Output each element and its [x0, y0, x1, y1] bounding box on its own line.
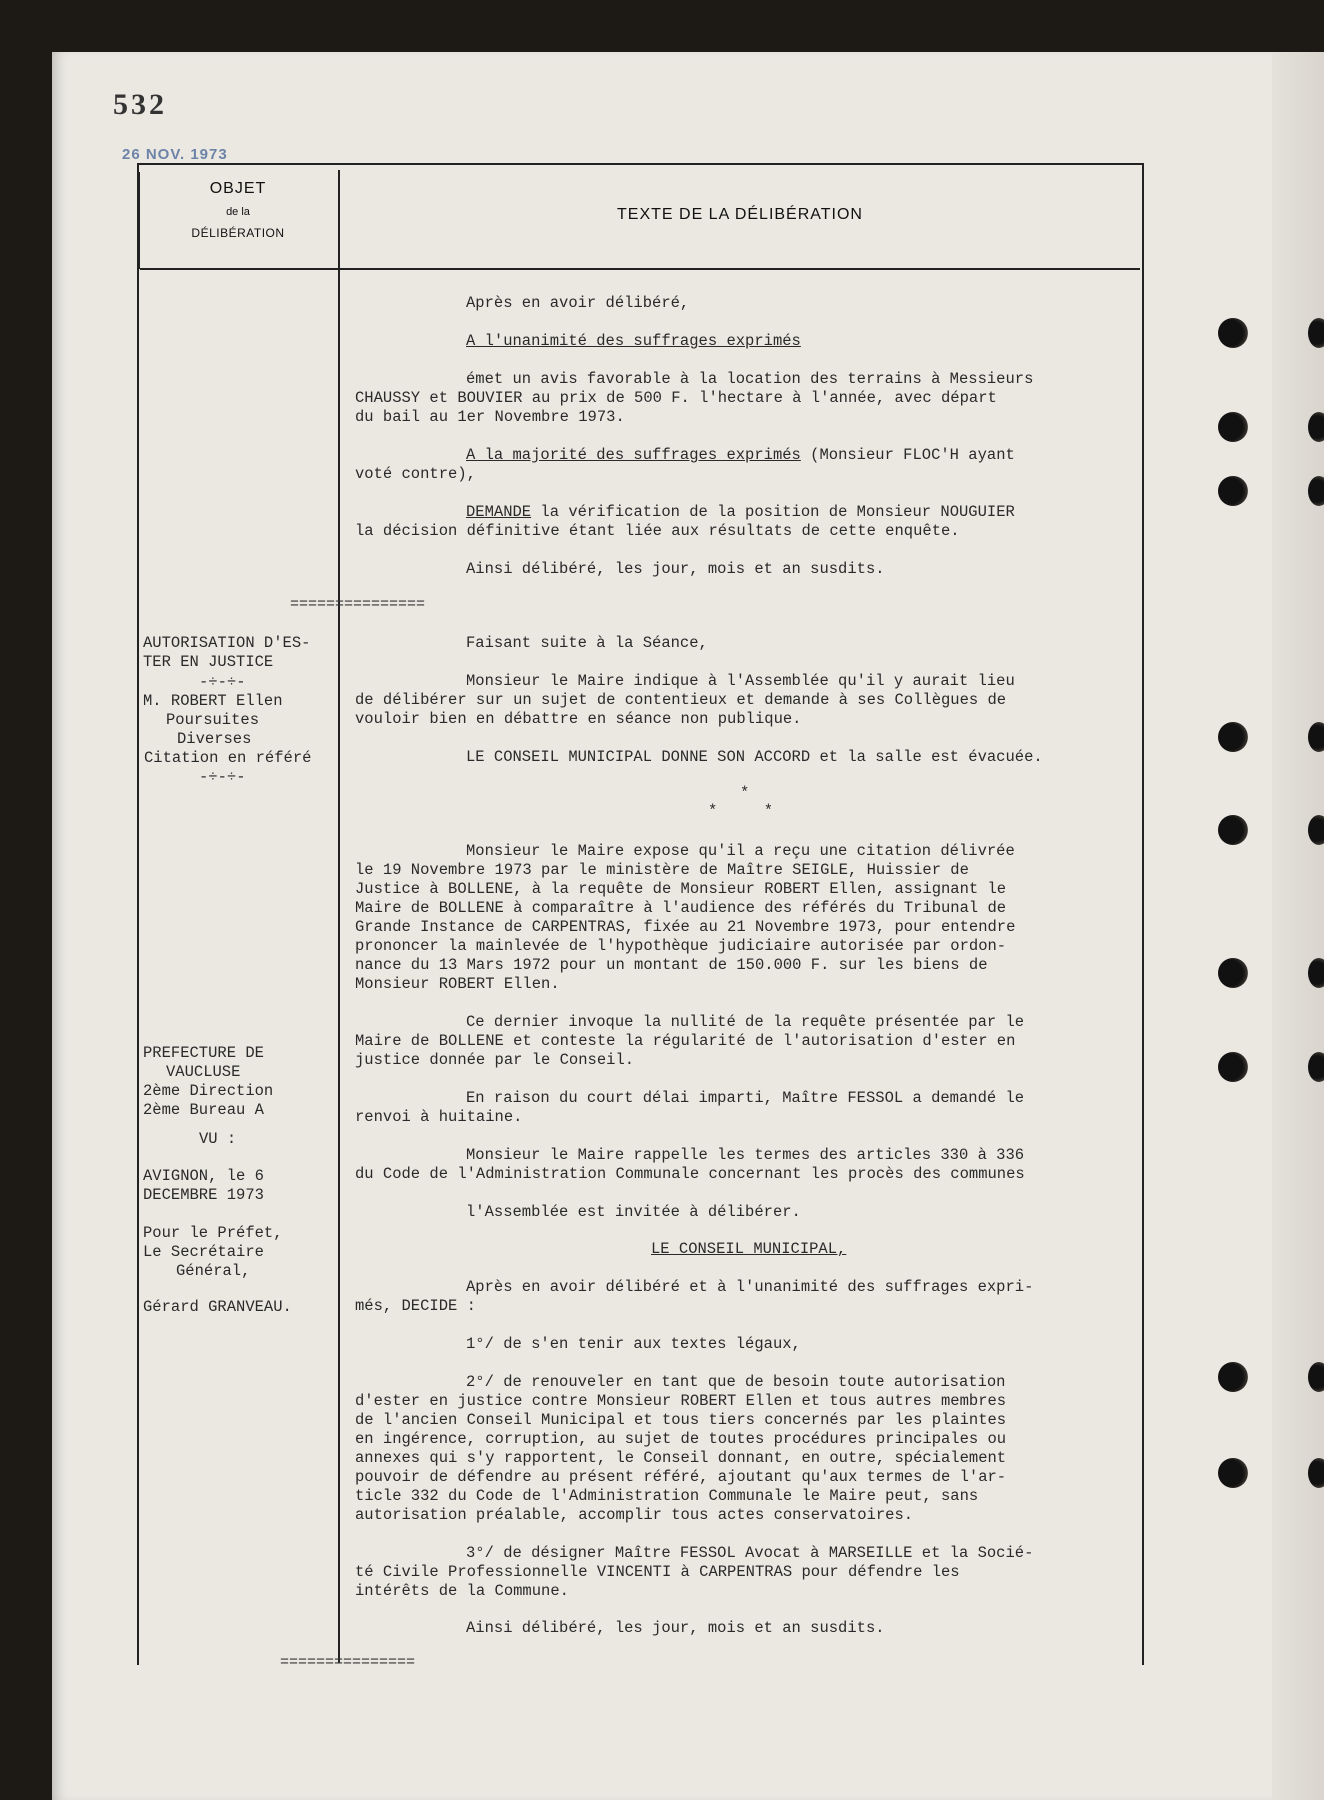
prefecture-line: PREFECTURE DE	[143, 1044, 264, 1062]
signature-line: Le Secrétaire	[143, 1243, 264, 1261]
prefecture-line: 2ème Direction	[143, 1082, 274, 1100]
text-line: més, DECIDE :	[355, 1297, 476, 1315]
punch-hole-icon	[1308, 958, 1324, 988]
date-stamp: 26 NOV. 1973	[122, 146, 228, 163]
text-line: émet un avis favorable à la location des terrains à Messieurs	[466, 370, 1034, 388]
punch-hole-icon	[1218, 1052, 1248, 1082]
text-line: l'Assemblée est invitée à délibérer.	[466, 1203, 801, 1221]
punch-hole-icon	[1218, 1362, 1248, 1392]
text-line: Après en avoir délibéré,	[466, 294, 690, 312]
text-line: LE CONSEIL MUNICIPAL,	[651, 1240, 847, 1258]
text-line: Monsieur ROBERT Ellen.	[355, 975, 560, 993]
text-rest: la vérification de la position de Monsieur NOUGUIER	[531, 503, 1015, 521]
objet-line: Diverses	[177, 730, 252, 748]
section-separator: ===============	[290, 596, 426, 613]
punch-hole-icon	[1308, 1458, 1324, 1488]
text-line: renvoi à huitaine.	[355, 1108, 523, 1126]
signature-line: Pour le Préfet,	[143, 1224, 283, 1242]
text-line: Après en avoir délibéré et à l'unanimité des suffrages expri-	[466, 1278, 1034, 1296]
text-line: Ainsi délibéré, les jour, mois et an susdits.	[466, 560, 885, 578]
punch-hole-icon	[1218, 412, 1248, 442]
header-divider	[140, 268, 1140, 270]
text-line: Monsieur le Maire expose qu'il a reçu une citation délivrée	[466, 842, 1015, 860]
objet-line: M. ROBERT Ellen	[143, 692, 283, 710]
text-line: 1°/ de s'en tenir aux textes légaux,	[466, 1335, 801, 1353]
punch-hole-icon	[1218, 722, 1248, 752]
text-line: CHAUSSY et BOUVIER au prix de 500 F. l'hectare à l'année, avec départ	[355, 389, 997, 407]
punch-hole-icon	[1218, 318, 1248, 348]
underlined-text: DEMANDE	[466, 503, 532, 521]
objet-subtitle: de la	[226, 206, 250, 218]
signature-line: Général,	[176, 1262, 251, 1280]
text-line: annexes qui s'y rapportent, le Conseil donnant, en outre, spécialement	[355, 1449, 1007, 1467]
text-line	[466, 503, 1015, 522]
text-line: la décision définitive étant liée aux résultats de cette enquête.	[355, 522, 960, 540]
text-line: Faisant suite à la Séance,	[466, 634, 708, 652]
column-divider	[338, 170, 340, 1663]
text-line: en ingérence, corruption, au sujet de toutes procédures principales ou	[355, 1430, 1007, 1448]
objet-label: DÉLIBÉRATION	[191, 226, 285, 240]
page-number: 532	[113, 88, 167, 121]
text-line: justice donnée par le Conseil.	[355, 1051, 635, 1069]
punch-hole-icon	[1218, 1458, 1248, 1488]
next-page-edge	[1272, 52, 1324, 1800]
underlined-text: A la majorité des suffrages exprimés	[466, 446, 801, 464]
text-line: vouloir bien en débattre en séance non publique.	[355, 710, 802, 728]
text-line: prononcer la mainlevée de l'hypothèque judiciaire autorisée par ordon-	[355, 937, 1007, 955]
punch-hole-icon	[1308, 722, 1324, 752]
vu-label: VU :	[199, 1130, 237, 1148]
texte-header: TEXTE DE LA DÉLIBÉRATION	[617, 206, 863, 223]
objet-line: TER EN JUSTICE	[143, 653, 274, 671]
text-line: de délibérer sur un sujet de contentieux et demande à ses Collègues de	[355, 691, 1007, 709]
punch-hole-icon	[1308, 815, 1324, 845]
punch-hole-icon	[1308, 318, 1324, 348]
punch-hole-icon	[1218, 476, 1248, 506]
punch-hole-icon	[1308, 1362, 1324, 1392]
prefecture-line: VAUCLUSE	[166, 1063, 241, 1081]
punch-hole-icon	[1308, 1052, 1324, 1082]
text-line: du bail au 1er Novembre 1973.	[355, 408, 625, 426]
avignon-line: DECEMBRE 1973	[143, 1186, 264, 1204]
text-line: pouvoir de défendre au présent référé, ajoutant qu'aux termes de l'ar-	[355, 1468, 1007, 1486]
text-line: Maire de BOLLENE à comparaître à l'audience des référés du Tribunal de	[355, 899, 1007, 917]
text-line: En raison du court délai imparti, Maître FESSOL a demandé le	[466, 1089, 1025, 1107]
text-line: ticle 332 du Code de l'Administration Communale le Maire peut, sans	[355, 1487, 979, 1505]
objet-line: AUTORISATION D'ES-	[143, 634, 311, 652]
section-separator: ===============	[280, 1654, 416, 1671]
text-rest: (Monsieur FLOC'H ayant	[800, 446, 1015, 464]
punch-hole-icon	[1218, 958, 1248, 988]
text-line: nance du 13 Mars 1972 pour un montant de 150.000 F. sur les biens de	[355, 956, 988, 974]
text-line: Monsieur le Maire rappelle les termes des articles 330 à 336	[466, 1146, 1025, 1164]
prefecture-line: 2ème Bureau A	[143, 1101, 264, 1119]
text-line: voté contre),	[355, 465, 476, 483]
punch-hole-icon	[1308, 412, 1324, 442]
text-line: 2°/ de renouveler en tant que de besoin toute autorisation	[466, 1373, 1006, 1391]
text-line: Grande Instance de CARPENTRAS, fixée au 21 Novembre 1973, pour entendre	[355, 918, 1016, 936]
objet-title: OBJET	[209, 180, 267, 197]
text-line: d'ester en justice contre Monsieur ROBERT Ellen et tous autres membres	[355, 1392, 1007, 1410]
text-line: le 19 Novembre 1973 par le ministère de Maître SEIGLE, Huissier de	[355, 861, 969, 879]
text-line: Ainsi délibéré, les jour, mois et an susdits.	[466, 1619, 885, 1637]
asterism: *	[740, 784, 750, 802]
punch-hole-icon	[1218, 815, 1248, 845]
text-line: autorisation préalable, accomplir tous actes conservatoires.	[355, 1506, 914, 1524]
signatory-name: Gérard GRANVEAU.	[143, 1298, 292, 1316]
punch-hole-icon	[1308, 476, 1324, 506]
text-line: té Civile Professionnelle VINCENTI à CARPENTRAS pour défendre les	[355, 1563, 960, 1581]
objet-line: Poursuites	[166, 711, 260, 729]
objet-header	[140, 180, 336, 240]
objet-line: -÷-÷-	[199, 673, 246, 691]
objet-line: -÷-÷-	[199, 768, 246, 786]
text-line: 3°/ de désigner Maître FESSOL Avocat à MARSEILLE et la Socié-	[466, 1544, 1034, 1562]
text-line: A l'unanimité des suffrages exprimés	[466, 332, 801, 350]
text-line: intérêts de la Commune.	[355, 1582, 569, 1600]
text-line: de l'ancien Conseil Municipal et tous tiers concernés par les plaintes	[355, 1411, 1007, 1429]
asterism: * *	[708, 802, 774, 820]
text-line: Justice à BOLLENE, à la requête de Monsieur ROBERT Ellen, assignant le	[355, 880, 1007, 898]
avignon-line: AVIGNON, le 6	[143, 1167, 264, 1185]
text-line: Monsieur le Maire indique à l'Assemblée qu'il y aurait lieu	[466, 672, 1015, 690]
objet-line: Citation en référé	[144, 749, 312, 767]
text-line: du Code de l'Administration Communale concernant les procès des communes	[355, 1165, 1025, 1183]
text-line: Ce dernier invoque la nullité de la requête présentée par le	[466, 1013, 1025, 1031]
text-line	[466, 446, 1015, 465]
text-line: Maire de BOLLENE et conteste la régularité de l'autorisation d'ester en	[355, 1032, 1016, 1050]
text-line: LE CONSEIL MUNICIPAL DONNE SON ACCORD et la salle est évacuée.	[466, 748, 1043, 766]
